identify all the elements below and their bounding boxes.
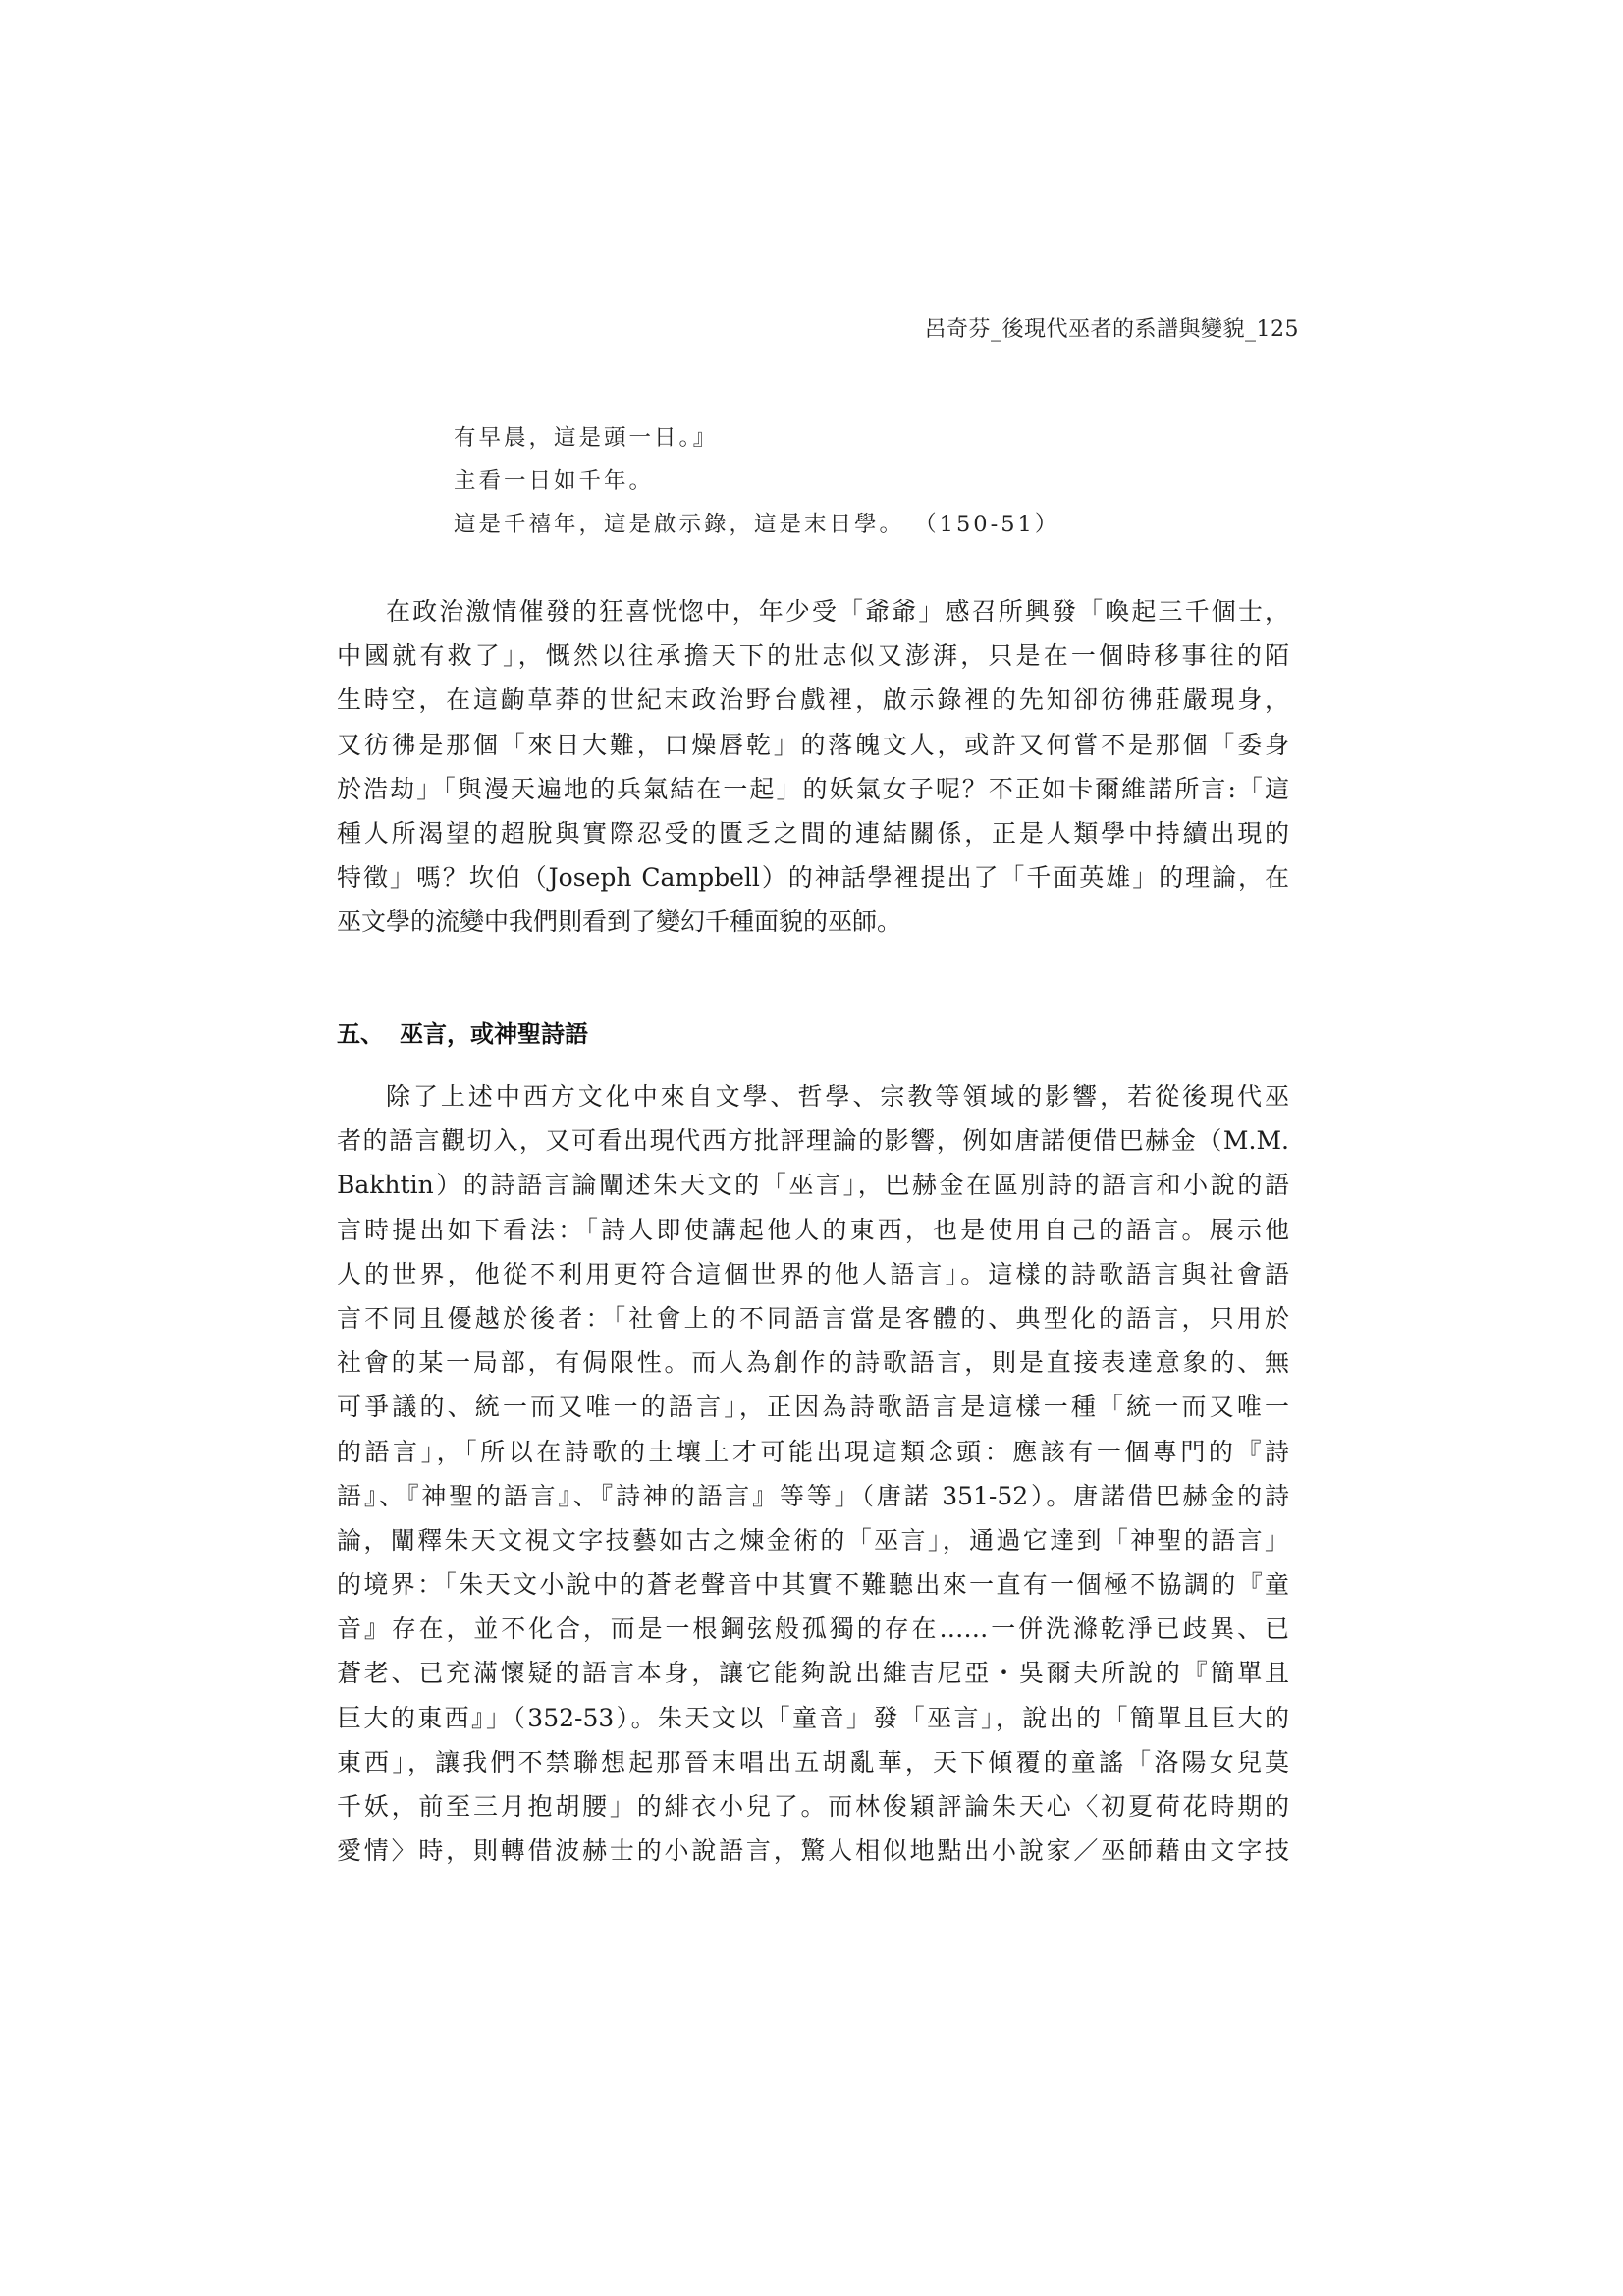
quote-line: 有早晨，這是頭一日。』 xyxy=(454,425,719,451)
text-line: 在政治激情催發的狂喜恍惚中，年少受「爺爺」感召所興發「喚起三千個士， xyxy=(386,597,1289,626)
text-line: 的境界：「朱天文小說中的蒼老聲音中其實不難聽出來一直有一個極不協調的『童 xyxy=(337,1570,1289,1600)
text-line: Bakhtin）的詩語言論闡述朱天文的「巫言」，巴赫金在區別詩的語言和小說的語 xyxy=(337,1171,1289,1200)
text-line: 言不同且優越於後者：「社會上的不同語言當是客體的、典型化的語言，只用於 xyxy=(337,1303,1289,1333)
text-line: 於浩劫」「與漫天遍地的兵氣結在一起」的妖氣女子呢？不正如卡爾維諾所言:「這 xyxy=(337,774,1289,803)
text-line: 可爭議的、統一而又唯一的語言」，正因為詩歌語言是這樣一種「統一而又唯一 xyxy=(337,1393,1289,1422)
text-line: 愛情〉時，則轉借波赫士的小說語言，驚人相似地點出小說家／巫師藉由文字技 xyxy=(337,1836,1289,1866)
text-line: 社會的某一局部，有侷限性。而人為創作的詩歌語言，則是直接表達意象的、無 xyxy=(337,1348,1289,1378)
text-line: 的語言」，「所以在詩歌的土壤上才可能出現這類念頭：應該有一個專門的『詩 xyxy=(337,1437,1289,1466)
running-header: 呂奇芬_後現代巫者的系譜與變貌_125 xyxy=(924,317,1299,342)
text-line: 中國就有救了」，慨然以往承擔天下的壯志似又澎湃，只是在一個時移事往的陌 xyxy=(337,641,1289,671)
block-quote xyxy=(454,416,1318,546)
paragraph-1 xyxy=(337,589,1289,945)
quote-line: 主看一日如千年。 xyxy=(454,468,655,494)
text-line: 種人所渴望的超脫與實際忍受的匱乏之間的連結關係，正是人類學中持續出現的 xyxy=(337,818,1289,847)
text-line: 人的世界，他從不利用更符合這個世界的他人語言」。這樣的詩歌語言與社會語 xyxy=(337,1259,1289,1288)
text-line: 者的語言觀切入，又可看出現代西方批評理論的影響，例如唐諾便借巴赫金（M.M. xyxy=(337,1126,1289,1156)
text-line: 論，闡釋朱天文視文字技藝如古之煉金術的「巫言」，通過它達到「神聖的語言」 xyxy=(337,1525,1289,1555)
paragraph-2 xyxy=(337,1074,1289,1873)
section-number: 五、 xyxy=(337,1020,384,1048)
text-line: 又彷彿是那個「來日大難，口燥唇乾」的落魄文人，或許又何嘗不是那個「委身 xyxy=(337,730,1289,759)
text-line: 蒼老、已充滿懷疑的語言本身，讓它能夠說出維吉尼亞・吳爾夫所說的『簡單且 xyxy=(337,1659,1289,1688)
text-line: 巨大的東西』」（352-53）。朱天文以「童音」發「巫言」，說出的「簡單且巨大的 xyxy=(337,1703,1289,1732)
text-line: 特徵」嗎？坎伯（Joseph Campbell）的神話學裡提出了「千面英雄」的理論，在 xyxy=(337,863,1289,893)
text-line: 巫文學的流變中我們則看到了變幻千種面貌的巫師。 xyxy=(337,907,902,937)
text-line: 言時提出如下看法：「詩人即使講起他人的東西，也是使用自己的語言。展示他 xyxy=(337,1215,1289,1244)
text-line: 生時空，在這齣草莽的世紀末政治野台戲裡，啟示錄裡的先知卻彷彿莊嚴現身， xyxy=(337,685,1289,715)
text-line: 千妖，前至三月抱胡腰」的緋衣小兒了。而林俊穎評論朱天心〈初夏荷花時期的 xyxy=(337,1792,1289,1821)
text-line: 語』、『神聖的語言』、『詩神的語言』等等」（唐諾 351-52）。唐諾借巴赫金的詩 xyxy=(337,1481,1289,1510)
text-line: 除了上述中西方文化中來自文學、哲學、宗教等領域的影響，若從後現代巫 xyxy=(386,1082,1289,1111)
quote-line: 這是千禧年，這是啟示錄，這是末日學。 （150-51） xyxy=(454,512,1060,537)
section-title: 巫言，或神聖詩語 xyxy=(400,1020,588,1048)
text-line: 音』存在，並不化合，而是一根鋼弦般孤獨的存在……一併洗滌乾淨已歧異、已 xyxy=(337,1614,1289,1644)
text-line: 東西」，讓我們不禁聯想起那晉末唱出五胡亂華，天下傾覆的童謠「洛陽女兒莫 xyxy=(337,1747,1289,1777)
section-heading xyxy=(337,1014,588,1049)
